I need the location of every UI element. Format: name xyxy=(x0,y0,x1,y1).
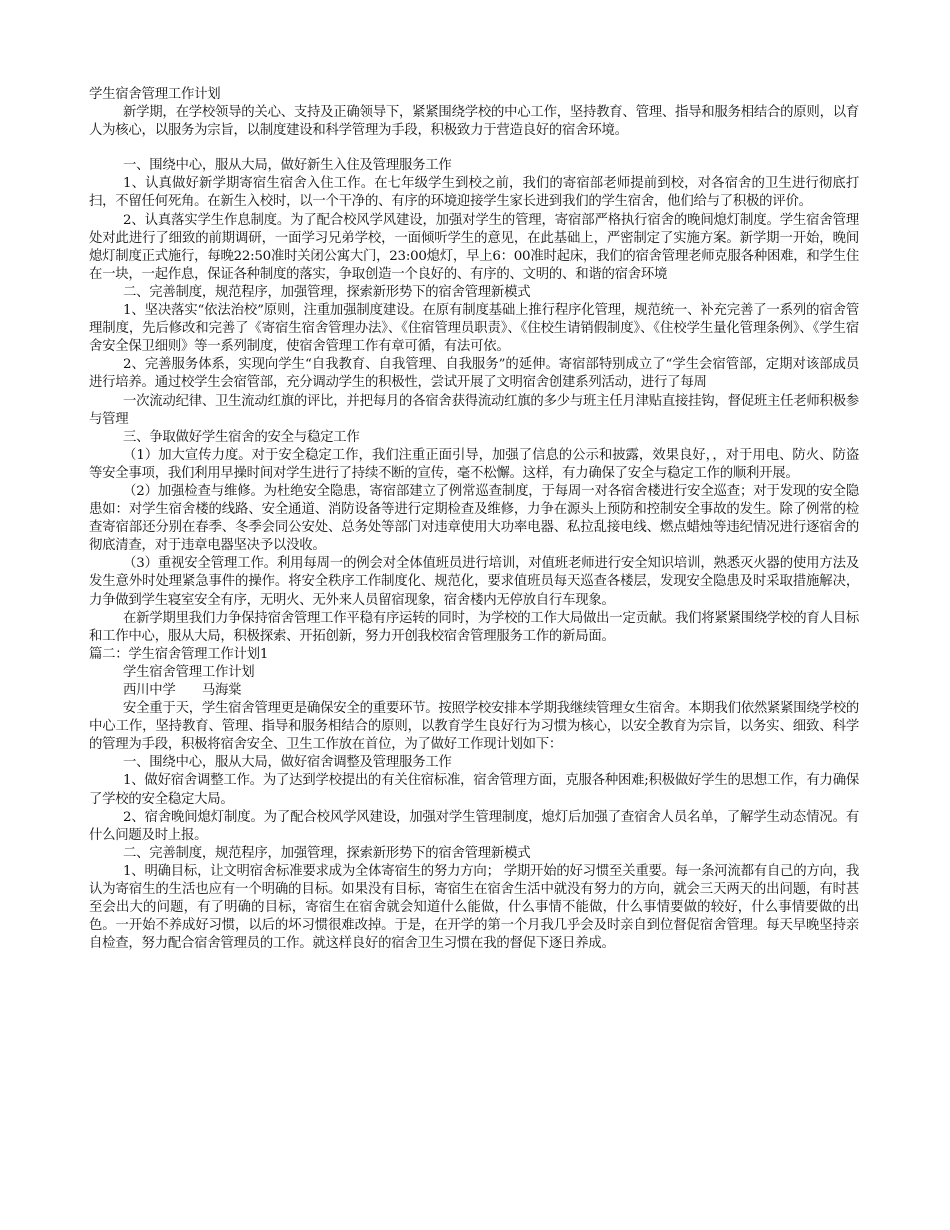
document-page xyxy=(89,86,859,953)
section-heading: 二、完善制度，规范程序，加强管理，探索新形势下的宿舍管理新模式 xyxy=(123,284,531,300)
paragraph: 一次流动纪律、卫生流动红旗的评比，并把每月的各宿舍获得流动红旗的多少与班主任月津贴直接挂钩，督促班主任老师积极参与管理 xyxy=(89,393,859,427)
paragraph-gap xyxy=(89,140,859,157)
section-heading: 三、争取做好学生宿舍的安全与稳定工作 xyxy=(123,429,360,445)
paragraph: 新学期，在学校领导的关心、支持及正确领导下，紧紧围绕学校的中心工作，坚持教育、管理、指导和服务相结合的原则，以育人为核心，以服务为宗旨，以制度建设和科学管理为手段，积极致力于营造良好的宿舍环境。 xyxy=(89,105,859,139)
section-heading: 二、完善制度，规范程序，加强管理，探索新形势下的宿舍管理新模式 xyxy=(123,845,531,861)
subtitle: 学生宿舍管理工作计划 xyxy=(123,664,255,680)
paragraph: 在新学期里我们力争保持宿舍管理工作平稳有序运转的同时，为学校的工作大局做出一定贡献。我们将紧紧围绕学校的育人目标和工作中心，服从大局，积极探索、开拓创新，努力开创我校宿舍管理服务工作的新局面。 xyxy=(89,610,859,644)
paragraph: 2、完善服务体系，实现向学生“自我教育、自我管理、自我服务”的延伸。寄宿部特别成立了“学生会宿管部，定期对该部成员进行培养。通过校学生会宿管部，充分调动学生的积极性，尝试开展了文明宿舍创建系列活动，进行了每周 xyxy=(89,357,859,391)
part-heading: 篇二：学生宿舍管理工作计划1 xyxy=(89,646,269,662)
paragraph: 1、明确目标，让文明宿舍标准要求成为全体寄宿生的努力方向； 学期开始的好习惯至关重要。每一条河流都有自己的方向，我认为寄宿生的生活也应有一个明确的目标。如果没有目标，寄宿生在宿舍生活中就没有努力的方向，就会三天两天的出问题，有时甚至会出大的问题，有了明确的目标，寄宿生在宿舍就会知道什么能做，什么事情不能做，什么事情要做的较好，什么事情要做的出色。一开始不养成好习惯，以后的坏习惯很难改掉。于是，在开学的第一个月我几乎会及时亲自到位督促宿舍管理。每天早晚坚持亲自检查，努力配合宿舍管理员的工作。就这样良好的宿舍卫生习惯在我的督促下逐日养成。 xyxy=(89,863,859,952)
paragraph: （1）加大宣传力度。对于安全稳定工作，我们注重正面引导，加强了信息的公示和披露，效果良好，，对于用电、防火、防盗等安全事项，我们利用早操时间对学生进行了持续不断的宣传，毫不松懈。这样，有力确保了安全与稳定工作的顺利开展。 xyxy=(89,447,859,481)
paragraph: 1、认真做好新学期寄宿生宿舍入住工作。在七年级学生到校之前，我们的寄宿部老师提前到校，对各宿舍的卫生进行彻底打扫，不留任何死角。在新生入校时，以一个干净的、有序的环境迎接学生家长进到我们的学生宿舍，他们给与了积极的评价。 xyxy=(89,176,859,210)
section-heading: 一、围绕中心，服从大局，做好新生入住及管理服务工作 xyxy=(123,158,452,174)
paragraph: 安全重于天，学生宿舍管理更是确保安全的重要环节。按照学校安排本学期我继续管理女生宿舍。本期我们依然紧紧围绕学校的中心工作，坚持教育、管理、指导和服务相结合的原则，以教育学生良好行为习惯为核心，以安全教育为宗旨，以务实、细致、科学的管理为手段，积极将宿舍安全、卫生工作放在首位，为了做好工作现计划如下： xyxy=(89,701,859,753)
paragraph: 2、认真落实学生作息制度。为了配合校风学风建设，加强对学生的管理，寄宿部严格执行宿舍的晚间熄灯制度。学生宿舍管理处对此进行了细致的前期调研，一面学习兄弟学校，一面倾听学生的意见，在此基础上，严密制定了实施方案。新学期一开始，晚间熄灯制度正式施行，每晚22:50准时关闭公寓大门，23:00熄灯，早上6：00准时起床，我们的宿舍管理老师克服各种困难，和学生住在一块，一起作息，保证各种制度的落实，争取创造一个良好的、有序的、文明的、和谐的宿舍环境 xyxy=(89,212,859,282)
author-line: 西川中学 马海棠 xyxy=(123,683,242,698)
paragraph: 2、宿舍晚间熄灯制度。为了配合校风学风建设，加强对学生管理制度，熄灯后加强了查宿舍人员名单，了解学生动态情况。有什么问题及时上报。 xyxy=(89,809,859,843)
paragraph: 1、坚决落实“依法治校”原则，注重加强制度建设。在原有制度基础上推行程序化管理，规范统一、补充完善了一系列的宿舍管理制度，先后修改和完善了《寄宿生宿舍管理办法》、《住宿管理员职责》、《住校生请销假制度》、《住校学生量化管理条例》、《学生宿舍安全保卫细则》等一系列制度，使宿舍管理工作有章可循，有法可依。 xyxy=(89,303,859,355)
section-heading: 一、围绕中心，服从大局，做好宿舍调整及管理服务工作 xyxy=(123,755,452,771)
paragraph: （3）重视安全管理工作。利用每周一的例会对全体值班员进行培训，对值班老师进行安全知识培训，熟悉灭火器的使用方法及发生意外时处理紧急事件的操作。将安全秩序工作制度化、规范化，要求值班员每天巡查各楼层，发现安全隐患及时采取措施解决，力争做到学生寝室安全有序，无明火、无外来人员留宿现象，宿舍楼内无停放自行车现象。 xyxy=(89,556,859,608)
paragraph: 1、做好宿舍调整工作。为了达到学校提出的有关住宿标准，宿舍管理方面，克服各种困难;积极做好学生的思想工作，有力确保了学校的安全稳定大局。 xyxy=(89,773,859,807)
document-title: 学生宿舍管理工作计划 xyxy=(89,87,221,102)
paragraph: （2）加强检查与维修。为杜绝安全隐患，寄宿部建立了例常巡查制度，于每周一对各宿舍楼进行安全巡查；对于发现的安全隐患如：对学生宿舍楼的线路、安全通道、消防设备等进行定期检查及维修，力争在源头上预防和控制安全事故的发生。除了例常的检查寄宿部还分别在春季、冬季会同公安处、总务处等部门对违章使用大功率电器、私拉乱接电线、燃点蜡烛等违纪情况进行逐宿舍的彻底清查，对于违章电器坚决予以没收。 xyxy=(89,483,859,554)
